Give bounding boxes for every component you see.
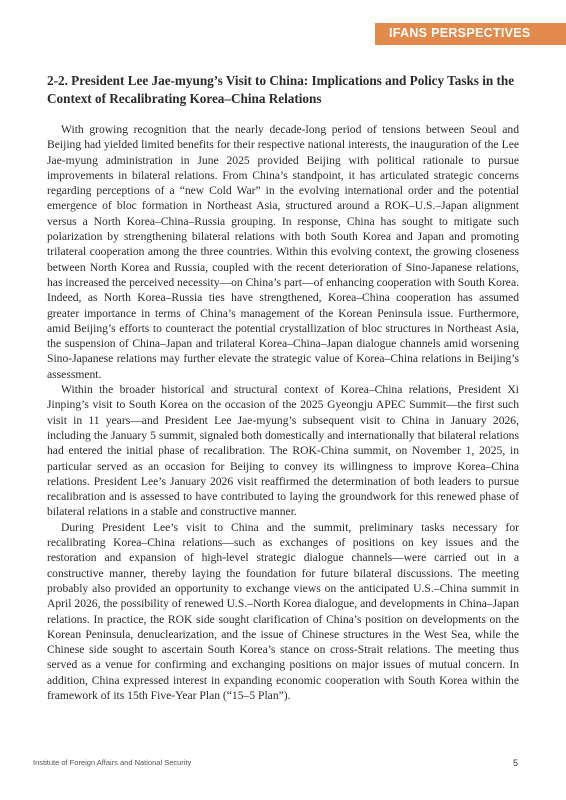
banner-label: IFANS PERSPECTIVES	[389, 26, 531, 40]
paragraph-2: Within the broader historical and structural context of Korea–China relations, President Xi Jinping’s visit to South Korea on the occasion of the 2025 Gyeongju APEC Summit—the first such visit in 11 years—and President Lee Jae-myung’s subsequent visit to China in January 2026, including the January 5 summit, signaled both domestically and internationally that bilateral relations had entered the initial phase of recalibration. The ROK-China summit, on November 1, 2025, in particular served as an occasion for Beijing to convey its willingness to improve Korea–China relations. President Lee’s January 2026 visit reaffirmed the determination of both leaders to pursue recalibration and is assessed to have contributed to laying the groundwork for this renewed phase of bilateral relations in a stable and constructive manner.	[47, 383, 519, 519]
section-title: 2-2. President Lee Jae-myung’s Visit to China: Implications and Policy Tasks in the Context of Recalibrating Korea–China Relations	[47, 73, 515, 106]
series-banner	[375, 23, 566, 45]
body-text	[47, 122, 519, 703]
paragraph-3: During President Lee’s visit to China and the summit, preliminary tasks necessary for recalibrating Korea–China relations—such as exchanges of positions on key issues and the restoration and expansion of high-level strategic dialogue channels—were carried out in a constructive manner, thereby laying the foundation for future bilateral discussions. The meeting probably also provided an opportunity to exchange views on the anticipated U.S.–China summit in April 2026, the possibility of renewed U.S.–North Korea dialogue, and developments in China–Japan relations. In practice, the ROK side sought clarification of China’s position on developments on the Korean Peninsula, denuclearization, and the issue of Chinese structures in the West Sea, while the Chinese side sought to ascertain South Korea’s stance on cross-Strait relations. The meeting thus served as a venue for confirming and exchanging positions on major issues of mutual concern. In addition, China expressed interest in expanding economic cooperation with South Korea within the framework of its 15th Five-Year Plan (“15–5 Plan”).	[47, 520, 519, 702]
footer-institute: Institute of Foreign Affairs and National Security	[33, 758, 192, 767]
page-number: 5	[512, 758, 518, 768]
paragraph-1: With growing recognition that the nearly decade-long period of tensions between Seoul and Beijing had yielded limited benefits for their respective national interests, the inauguration of the Lee Jae-myung administration in June 2025 provided Beijing with political rationale to pursue improvements in bilateral relations. From China’s standpoint, it has articulated strategic concerns regarding perceptions of a “new Cold War” in the evolving international order and the potential emergence of bloc formation in Northeast Asia, structured around a ROK–U.S.–Japan alignment versus a North Korea–China–Russia grouping. In response, China has sought to mitigate such polarization by strengthening bilateral relations with both South Korea and Japan and promoting trilateral cooperation among the three countries. Within this evolving context, the growing closeness between North Korea and Russia, coupled with the recent deterioration of Sino-Japanese relations, has increased the perceived necessity—on China’s part—of enhancing cooperation with South Korea. Indeed, as North Korea–Russia ties have strengthened, Korea–China cooperation has assumed greater importance in terms of China’s management of the Korean Peninsula issue. Furthermore, amid Beijing’s efforts to counteract the potential crystallization of bloc structures in Northeast Asia, the suspension of China–Japan and trilateral Korea–China–Japan dialogue channels amid worsening Sino-Japanese relations may further elevate the strategic value of Korea–China relations in Beijing’s assessment.	[47, 123, 519, 381]
